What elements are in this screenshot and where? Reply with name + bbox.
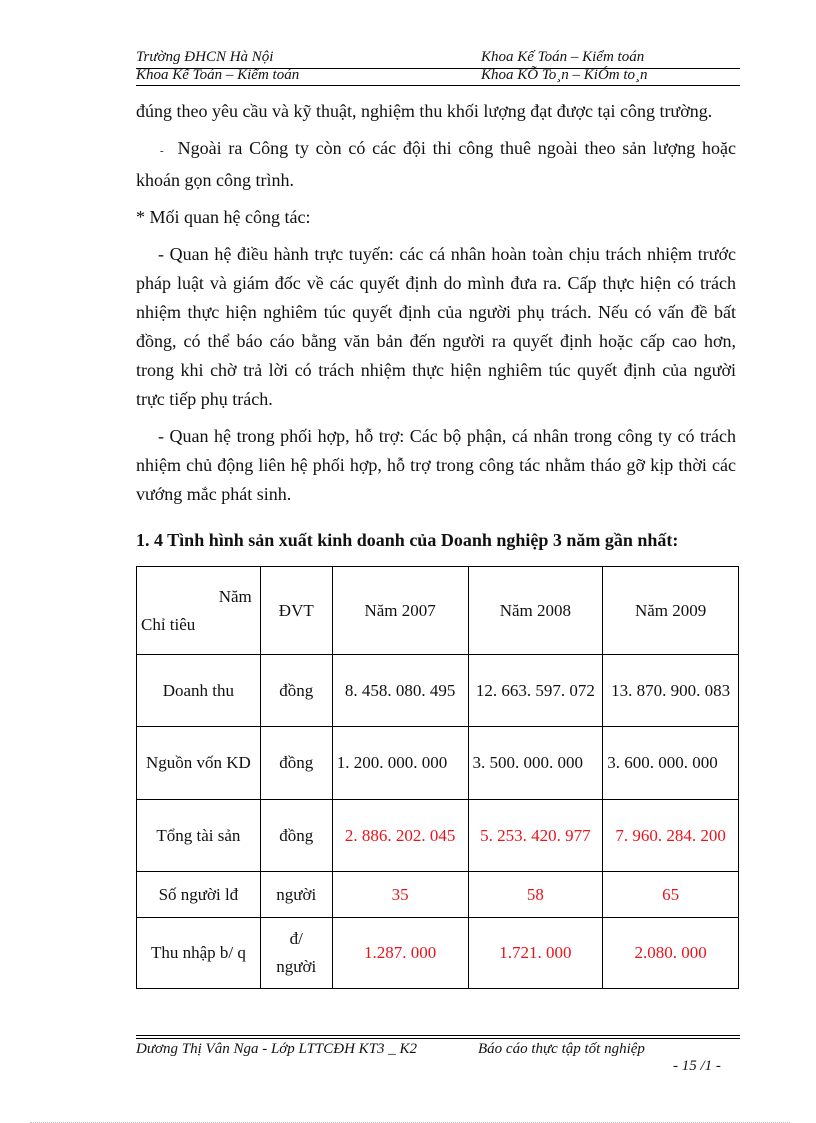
row-label: Số người lđ [137,872,261,918]
row-label: Thu nhập b/ q [137,918,261,989]
cell-value: 12. 663. 597. 072 [468,655,603,727]
row-unit: đ/ người [260,918,332,989]
cell-value: 3. 500. 000. 000 [468,727,603,800]
cell-value: 8. 458. 080. 495 [332,655,468,727]
page-number: - 15 /1 - [673,1058,721,1074]
cell-value: 7. 960. 284. 200 [603,800,739,872]
year-header: Năm 2009 [603,567,739,655]
table-row [137,655,739,727]
cell-value: 13. 870. 900. 083 [603,655,739,727]
table-row [137,918,739,989]
header-rule-2 [136,85,740,86]
footer-rule [136,1035,740,1036]
corner-header [137,567,261,655]
header-faculty-garbled: Khoa KÕ To¸n – KiÓm to¸n [481,67,648,83]
cell-value: 1.287. 000 [332,918,468,989]
paragraph: * Mối quan hệ công tác: [136,207,311,227]
corner-indicator: Chỉ tiêu [141,614,196,634]
row-unit: đồng [260,727,332,800]
cell-value: 5. 253. 420. 977 [468,800,603,872]
cell-value: 3. 600. 000. 000 [603,727,739,800]
paragraph: - Quan hệ trong phối hợp, hỗ trợ: Các bộ phận, cá nhân trong công ty có trách nhiệm chủ động liên hệ phối hợp, hỗ trợ trong công tác nhằm tháo gỡ kịp thời các vướng mắc phát sinh. [136,426,736,504]
row-unit: đồng [260,655,332,727]
row-unit: người [260,872,332,918]
footer-title: Báo cáo thực tập tốt nghiệp [478,1041,645,1057]
cell-value: 35 [332,872,468,918]
row-label: Nguồn vốn KD [137,727,261,800]
table-row [137,872,739,918]
cell-value: 65 [603,872,739,918]
footer-author: Dương Thị Vân Nga - Lớp LTTCĐH KT3 _ K2 [136,1041,418,1057]
table-row [137,727,739,800]
body-text [136,97,736,509]
year-header: Năm 2007 [332,567,468,655]
cell-value: 58 [468,872,603,918]
header-school: Trường ĐHCN Hà Nội [136,49,274,65]
bullet-mark: - [160,145,164,157]
header-faculty: Khoa Kế Toán – Kiểm toán [481,49,645,65]
paragraph: đúng theo yêu cầu và kỹ thuật, nghiệm thu khối lượng đạt được tại công trường. [136,101,713,121]
header-faculty-2: Khoa Kế Toán – Kiểm toán [136,67,300,83]
section-heading: 1. 4 Tình hình sản xuất kinh doanh của Doanh nghiệp 3 năm gần nhất: [136,530,679,550]
table-header-row [137,567,739,655]
cell-value: 1.721. 000 [468,918,603,989]
row-label: Doanh thu [137,655,261,727]
row-unit: đồng [260,800,332,872]
paragraph: - Ngoài ra Công ty còn có các đội thi công thuê ngoài theo sản lượng hoặc khoán gọn công trình. [136,138,736,190]
cell-value: 2. 886. 202. 045 [332,800,468,872]
cell-value: 1. 200. 000. 000 [332,727,468,800]
unit-header: ĐVT [260,567,332,655]
table-row [137,800,739,872]
row-label: Tổng tài sản [137,800,261,872]
cell-value: 2.080. 000 [603,918,739,989]
year-header: Năm 2008 [468,567,603,655]
corner-year: Năm [218,586,252,606]
paragraph: - Quan hệ điều hành trực tuyến: các cá nhân hoàn toàn chịu trách nhiệm trước pháp luật và giám đốc về các quyết định do mình đưa ra. Cấp thực hiện có trách nhiệm thực hiện nghiêm túc quyết định của người phụ trách. Nếu có vấn đề bất đồng, có thể báo cáo bằng văn bản đến người ra quyết định hoặc cấp cao hơn, trong khi chờ trả lời có trách nhiệm thực hiện nghiêm túc quyết định của người trực tiếp phụ trách. [136,244,736,409]
footer-rule-2 [136,1038,740,1039]
business-results-table [136,566,739,989]
